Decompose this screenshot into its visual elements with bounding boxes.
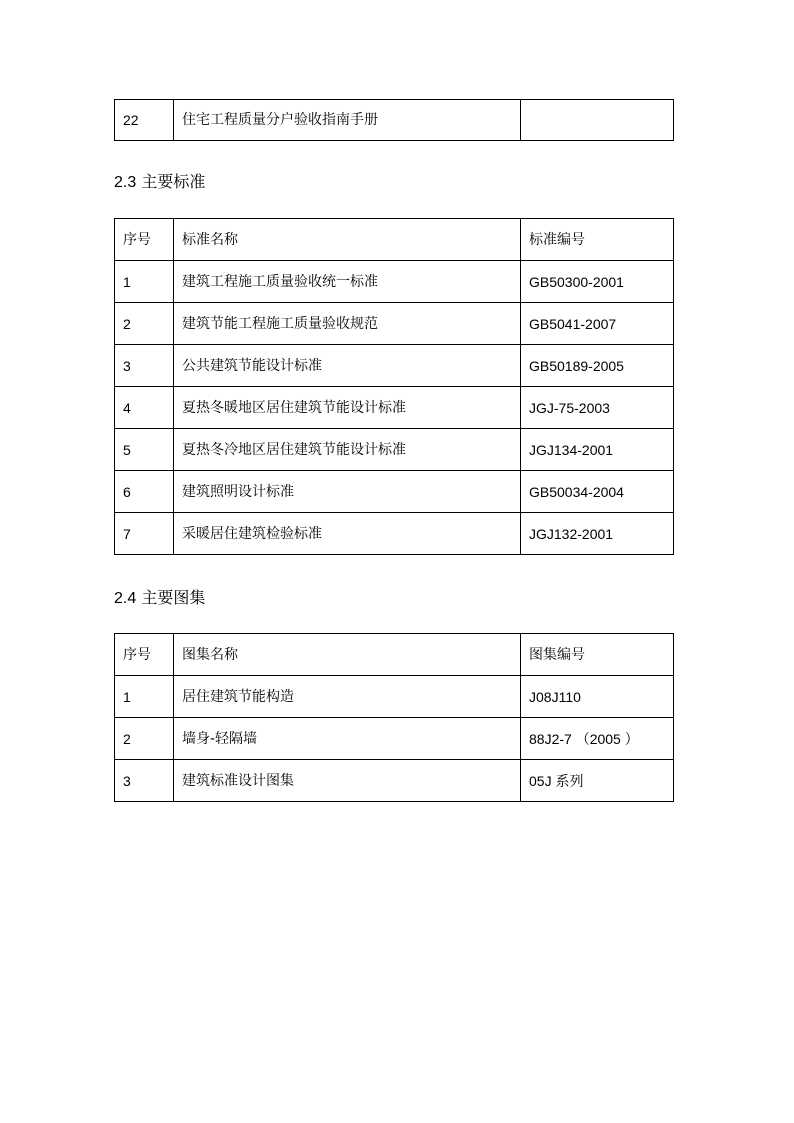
- row-number: 7: [115, 513, 174, 555]
- header-code: 标准编号: [521, 219, 674, 261]
- standard-code: JGJ132-2001: [521, 513, 674, 555]
- document-name: 住宅工程质量分户验收指南手册: [174, 100, 521, 141]
- standard-code: GB50300-2001: [521, 261, 674, 303]
- standard-code: JGJ134-2001: [521, 429, 674, 471]
- atlas-name: 墙身-轻隔墙: [174, 718, 521, 760]
- standard-name: 建筑节能工程施工质量验收规范: [174, 303, 521, 345]
- section-number: 2.3: [114, 174, 137, 191]
- section-title: 主要标准: [141, 172, 206, 191]
- row-number: 2: [115, 303, 174, 345]
- standard-code: GB50034-2004: [521, 471, 674, 513]
- header-code: 图集编号: [521, 634, 674, 676]
- standard-code: JGJ-75-2003: [521, 387, 674, 429]
- row-number: 2: [115, 718, 174, 760]
- atlases-table: [114, 633, 674, 802]
- table-row: [115, 429, 674, 471]
- row-number: 6: [115, 471, 174, 513]
- atlas-name: 建筑标准设计图集: [174, 760, 521, 802]
- row-number: 22: [115, 100, 174, 141]
- section-title: 主要图集: [141, 588, 206, 607]
- table-row: [115, 387, 674, 429]
- standard-name: 建筑照明设计标准: [174, 471, 521, 513]
- atlas-code: 88J2-7 （2005 ）: [521, 718, 674, 760]
- atlas-code: J08J110: [521, 676, 674, 718]
- table-row: [115, 345, 674, 387]
- standard-name: 采暖居住建筑检验标准: [174, 513, 521, 555]
- header-number: 序号: [115, 634, 174, 676]
- previous-table-continuation: [114, 99, 674, 141]
- row-number: 5: [115, 429, 174, 471]
- table-row: [115, 718, 674, 760]
- table-row: [115, 303, 674, 345]
- table-row: [115, 261, 674, 303]
- row-number: 4: [115, 387, 174, 429]
- header-name: 标准名称: [174, 219, 521, 261]
- standard-code: GB5041-2007: [521, 303, 674, 345]
- table-row: [115, 513, 674, 555]
- row-number: 1: [115, 676, 174, 718]
- standard-name: 夏热冬冷地区居住建筑节能设计标准: [174, 429, 521, 471]
- table-row: [115, 100, 674, 141]
- standard-name: 建筑工程施工质量验收统一标准: [174, 261, 521, 303]
- standard-name: 夏热冬暖地区居住建筑节能设计标准: [174, 387, 521, 429]
- section-heading-atlases: [114, 588, 205, 609]
- table-row: [115, 676, 674, 718]
- row-number: 1: [115, 261, 174, 303]
- standards-table: [114, 218, 674, 555]
- document-code: [521, 100, 674, 141]
- table-header-row: [115, 219, 674, 261]
- section-number: 2.4: [114, 590, 137, 607]
- atlas-code: 05J 系列: [521, 760, 674, 802]
- row-number: 3: [115, 760, 174, 802]
- table-row: [115, 471, 674, 513]
- section-heading-standards: [114, 172, 205, 193]
- table-row: [115, 760, 674, 802]
- row-number: 3: [115, 345, 174, 387]
- standard-name: 公共建筑节能设计标准: [174, 345, 521, 387]
- standard-code: GB50189-2005: [521, 345, 674, 387]
- table-header-row: [115, 634, 674, 676]
- atlas-name: 居住建筑节能构造: [174, 676, 521, 718]
- header-name: 图集名称: [174, 634, 521, 676]
- header-number: 序号: [115, 219, 174, 261]
